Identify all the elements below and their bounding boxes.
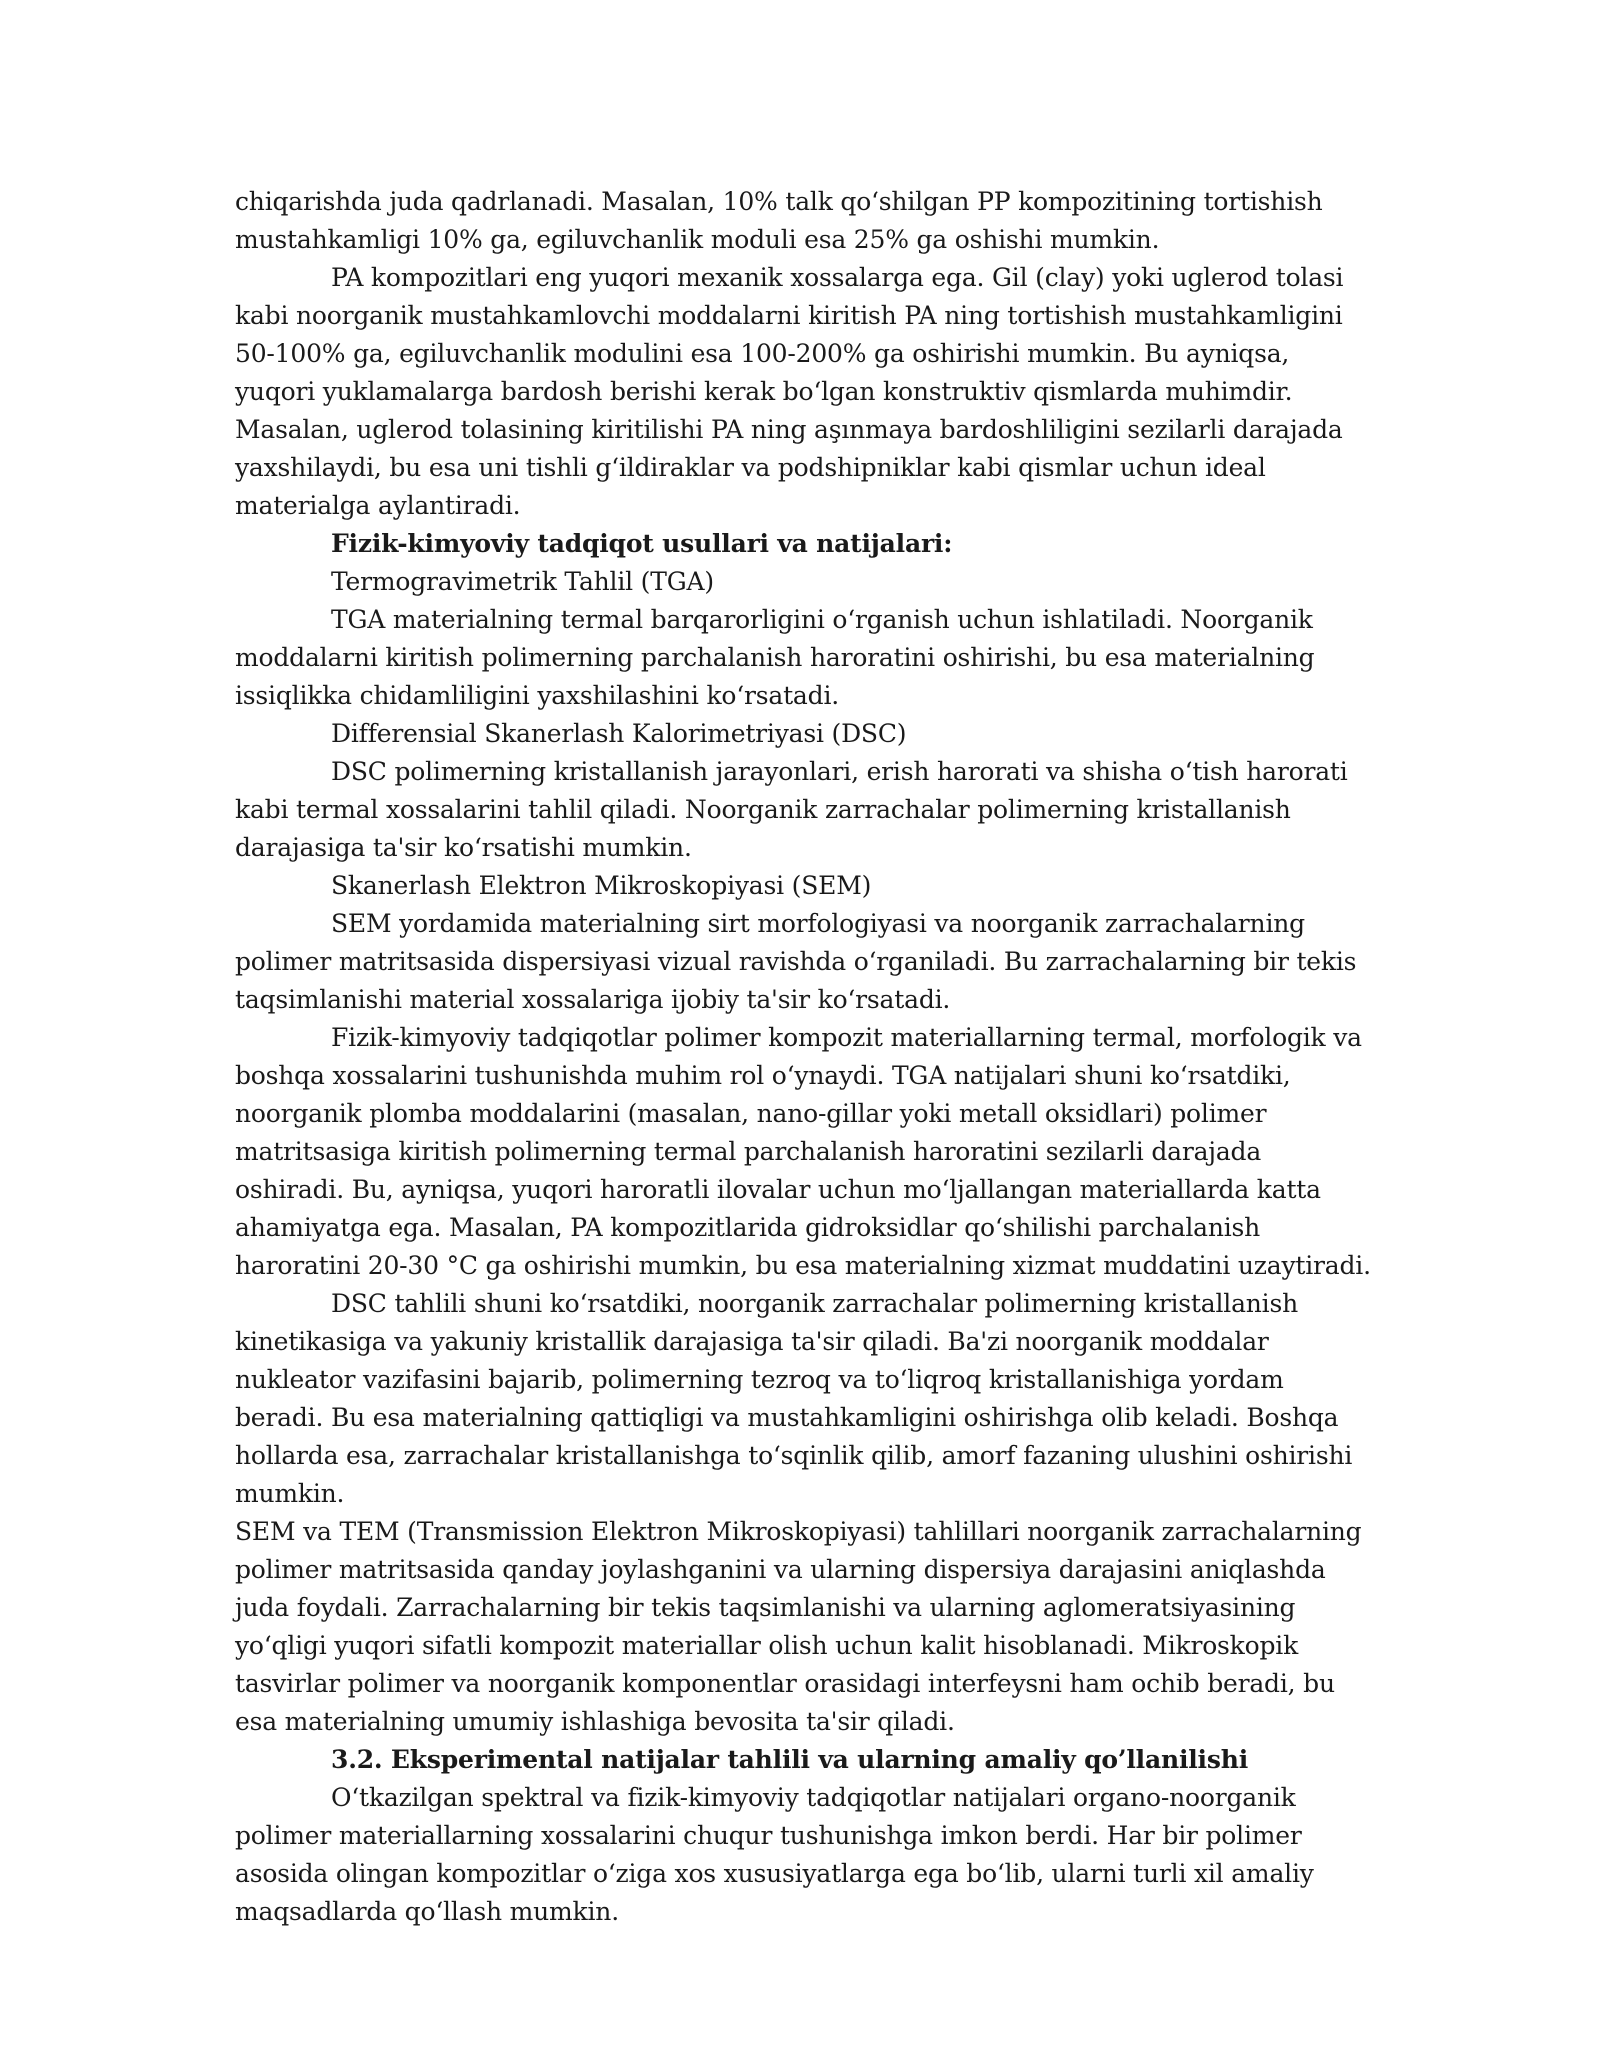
paragraph-pa-composites: PA kompozitlari eng yuqori mexanik xossalarga ega. Gil (clay) yoki uglerod tolasi kabi noorganik mustahkamlovchi moddalarni kiritish PA ning tortishish mustahkamligini 50-100% ga, egiluvchanlik modulini esa 100-200% ga oshirishi mumkin. Bu ayniqsa, yuqori yuklamalarga bardosh berishi kerak bo‘lgan konstruktiv qismlarda muhimdir. Masalan, uglerod tolasining kiritilishi PA ning aşınmaya bardoshliligini sezilarli darajada yaxshilaydi, bu esa uni tishli g‘ildiraklar va podshipniklar kabi qismlar uchun ideal materialga aylantiradi.	[235, 263, 1344, 520]
paragraph-experimental-results: O‘tkazilgan spektral va fizik-kimyoviy tadqiqotlar natijalari organo-noorganik polimer materiallarning xossalarini chuqur tushunishga imkon berdi. Har bir polimer asosida olingan kompozitlar o‘ziga xos xususiyatlarga ega bo‘lib, ularni turli xil amaliy maqsadlarda qo‘llash mumkin.	[235, 1783, 1314, 1926]
paragraph-physchem-research: Fizik-kimyoviy tadqiqotlar polimer kompozit materiallarning termal, morfologik va boshqa xossalarini tushunishda muhim rol o‘ynaydi. TGA natijalari shuni ko‘rsatdiki, noorganik plomba moddalarini (masalan, nano-gillar yoki metall oksidlari) polimer matritsasiga kiritish polimerning termal parchalanish haroratini sezilarli darajada oshiradi. Bu, ayniqsa, yuqori haroratli ilovalar uchun mo‘ljallangan materiallarda katta ahamiyatga ega. Masalan, PA kompozitlarida gidroksidlar qo‘shilishi parchalanish haroratini 20-30 °C ga oshirishi mumkin, bu esa materialning xizmat muddatini uzaytiradi.	[235, 1023, 1371, 1280]
subheading-dsc: Differensial Skanerlash Kalorimetriyasi (DSC)	[331, 719, 907, 748]
paragraph-sem: SEM yordamida materialning sirt morfologiyasi va noorganik zarrachalarning polimer matritsasida dispersiyasi vizual ravishda o‘rganiladi. Bu zarrachalarning bir tekis taqsimlanishi material xossalariga ijobiy ta'sir ko‘rsatadi.	[235, 909, 1357, 1014]
subheading-tga: Termogravimetrik Tahlil (TGA)	[331, 567, 714, 596]
paragraph-dsc-analysis: DSC tahlili shuni ko‘rsatdiki, noorganik zarrachalar polimerning kristallanish kinetikasiga va yakuniy kristallik darajasiga ta'sir qiladi. Ba'zi noorganik moddalar nukleator vazifasini bajarib, polimerning tezroq va to‘liqroq kristallanishiga yordam beradi. Bu esa materialning qattiqligi va mustahkamligini oshirishga olib keladi. Boshqa hollarda esa, zarrachalar kristallanishga to‘sqinlik qilib, amorf fazaning ulushini oshirishi mumkin.	[235, 1289, 1353, 1508]
section-heading-3-2: 3.2. Eksperimental natijalar tahlili va ularning amaliy qo’llanilishi	[331, 1745, 1248, 1774]
paragraph-sem-tem: SEM va TEM (Transmission Elektron Mikroskopiyasi) tahlillari noorganik zarrachalarning polimer matritsasida qanday joylashganini va ularning dispersiya darajasini aniqlashda juda foydali. Zarrachalarning bir tekis taqsimlanishi va ularning aglomeratsiyasining yo‘qligi yuqori sifatli kompozit materiallar olish uchun kalit hisoblanadi. Mikroskopik tasvirlar polimer va noorganik komponentlar orasidagi interfeysni ham ochib beradi, bu esa materialning umumiy ishlashiga bevosita ta'sir qiladi.	[235, 1517, 1362, 1736]
section-heading-methods: Fizik-kimyoviy tadqiqot usullari va natijalari:	[331, 529, 953, 558]
paragraph-dsc: DSC polimerning kristallanish jarayonlari, erish harorati va shisha o‘tish harorati kabi termal xossalarini tahlil qiladi. Noorganik zarrachalar polimerning kristallanish darajasiga ta'sir ko‘rsatishi mumkin.	[235, 757, 1348, 862]
subheading-sem: Skanerlash Elektron Mikroskopiyasi (SEM)	[331, 871, 872, 900]
paragraph-tga: TGA materialning termal barqarorligini o‘rganish uchun ishlatiladi. Noorganik moddalarni kiritish polimerning parchalanish haroratini oshirishi, bu esa materialning issiqlikka chidamliligini yaxshilashini ko‘rsatadi.	[235, 605, 1315, 710]
document-page	[235, 183, 1375, 1931]
paragraph-continuation: chiqarishda juda qadrlanadi. Masalan, 10% talk qo‘shilgan PP kompozitining tortishish mustahkamligi 10% ga, egiluvchanlik moduli esa 25% ga oshishi mumkin.	[235, 187, 1323, 254]
